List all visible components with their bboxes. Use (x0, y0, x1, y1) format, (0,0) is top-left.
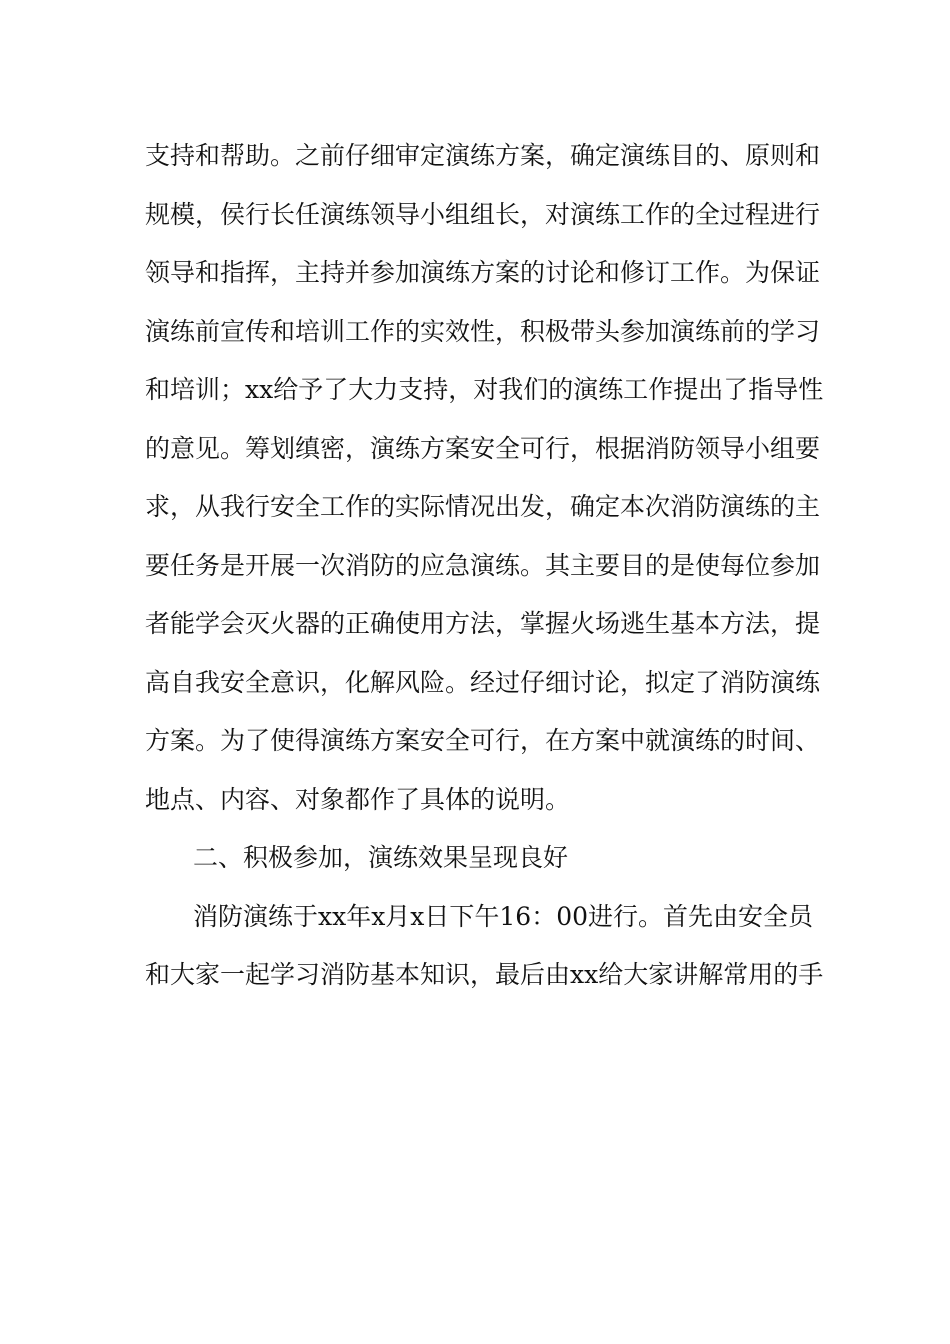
paragraph-line: 地点、内容、对象都作了具体的说明。 (145, 784, 571, 814)
section-heading: 二、积极参加，演练效果呈现良好 (193, 843, 569, 872)
paragraph-line: 要任务是开展一次消防的应急演练。其主要目的是使每位参加 (145, 550, 821, 580)
paragraph-line: 规模，侯行长任演练领导小组组长，对演练工作的全过程进行 (145, 199, 821, 229)
paragraph-line: 求，从我行安全工作的实际情况出发，确定本次消防演练的主 (145, 492, 821, 521)
paragraph-line: 和培训；xx给予了大力支持，对我们的演练工作提出了指导性 (145, 375, 824, 404)
paragraph-line: 演练前宣传和培训工作的实效性，积极带头参加演练前的学习 (145, 316, 821, 346)
paragraph-line: 领导和指挥，主持并参加演练方案的讨论和修订工作。为保证 (145, 258, 821, 287)
paragraph-line: 的意见。筹划缜密，演练方案安全可行，根据消防领导小组要 (145, 433, 821, 463)
paragraph-line: 者能学会灭火器的正确使用方法，掌握火场逃生基本方法，提 (145, 609, 821, 638)
paragraph-line: 高自我安全意识，化解风险。经过仔细讨论，拟定了消防演练 (145, 667, 821, 697)
paragraph-line: 和大家一起学习消防基本知识，最后由xx给大家讲解常用的手 (145, 960, 824, 989)
paragraph-line: 方案。为了使得演练方案安全可行，在方案中就演练的时间、 (145, 726, 821, 755)
paragraph-line: 支持和帮助。之前仔细审定演练方案，确定演练目的、原则和 (145, 141, 821, 170)
document-body (145, 127, 824, 1005)
paragraph-line: 消防演练于xx年x月x日下午16：00进行。首先由安全员 (193, 901, 814, 931)
